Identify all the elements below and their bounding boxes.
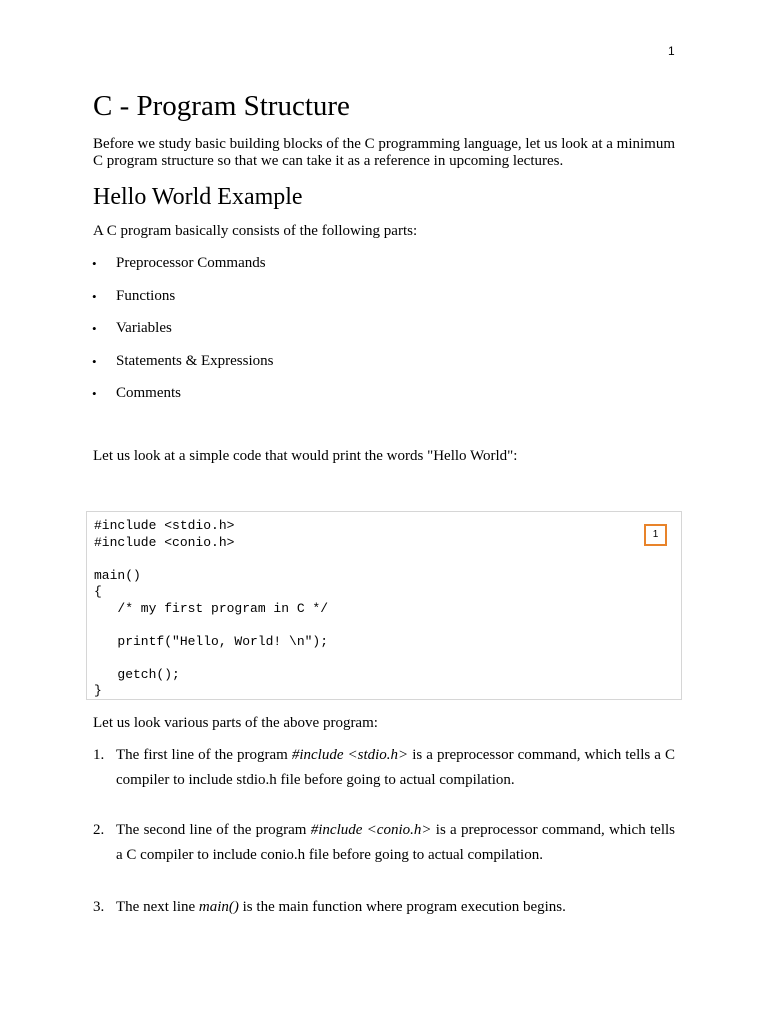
bullet-icon: • [92, 353, 97, 369]
list-item [93, 818, 675, 868]
step-text-after: is a preprocessor command, which tells a C compiler to include conio.h file before going to actual compilation. [116, 822, 675, 863]
step-text-before: The next line [116, 899, 199, 915]
step-number: 3. [93, 899, 105, 915]
step-code-reference: #include <conio.h> [310, 822, 432, 838]
list-item-label: Functions [116, 287, 176, 304]
list-item-label: Statements & Expressions [116, 352, 274, 369]
section-heading: Hello World Example [93, 184, 303, 210]
bullet-icon: • [92, 386, 97, 402]
step-text [116, 818, 675, 868]
bullet-icon: • [92, 256, 97, 271]
step-text-before: The first line of the program [116, 747, 292, 763]
step-text-after: is the main function where program execution begins. [238, 899, 566, 915]
list-item-label: Variables [116, 320, 172, 337]
step-number: 2. [93, 822, 105, 838]
code-block [86, 511, 682, 700]
step-number: 1. [93, 747, 105, 763]
step-text-after: is a preprocessor command, which tells a C compiler to include stdio.h file before going to actual compilation. [116, 747, 675, 788]
code-listing: #include <stdio.h> #include <conio.h> main() { /* my first program in C */ printf("Hello, World! \n"); getch(); } [94, 518, 329, 698]
step-text-before: The second line of the program [116, 822, 311, 838]
code-intro-paragraph: Let us look at a simple code that would print the words "Hello World": [93, 448, 518, 464]
parts-intro-paragraph: A C program basically consists of the following parts: [93, 223, 418, 239]
bullet-icon: • [92, 321, 97, 337]
page-number: 1 [668, 44, 675, 58]
page-title: C - Program Structure [93, 90, 350, 122]
list-item [93, 743, 675, 793]
step-text [116, 895, 675, 920]
list-item-label: Preprocessor Commands [116, 255, 266, 271]
step-code-reference: #include <stdio.h> [291, 747, 409, 763]
step-code-reference: main() [198, 899, 239, 915]
intro-paragraph: Before we study basic building blocks of the C programming language, let us look at a minimum C program structure so that we can take it as a reference in upcoming lectures. [93, 136, 675, 169]
list-item-label: Comments [116, 385, 182, 402]
bullet-icon: • [92, 288, 97, 304]
code-number-badge: 1 [644, 524, 667, 546]
list-item [93, 895, 675, 920]
step-text [116, 743, 675, 793]
explanation-intro-paragraph: Let us look various parts of the above program: [93, 715, 378, 731]
